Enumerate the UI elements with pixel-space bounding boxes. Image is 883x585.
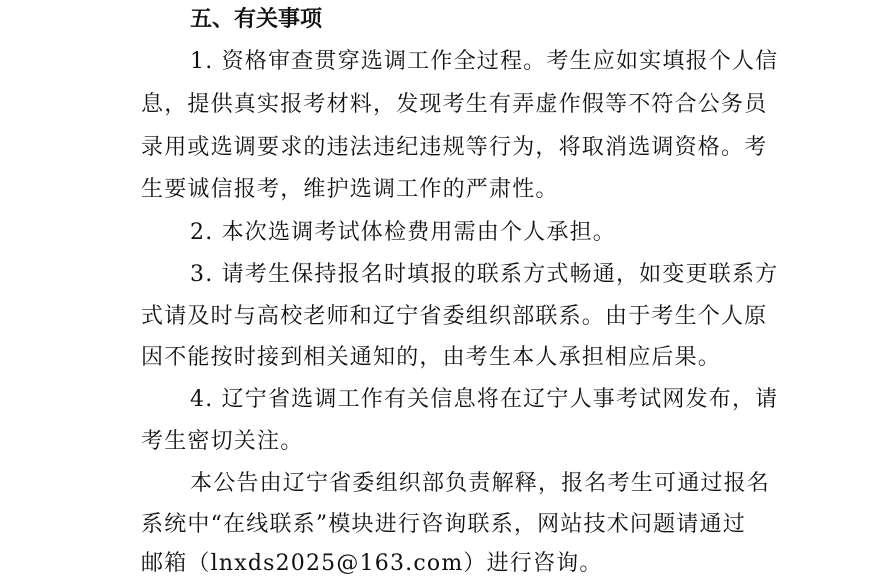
- closing-line-2: 系统中“在线联系”模块进行咨询联系，网站技术问题请通过: [141, 512, 746, 537]
- item-1-line-3: 录用或选调要求的违法违纪违规等行为，将取消选调资格。考: [141, 135, 768, 160]
- closing-line-3: 邮箱（lnxds2025@163.com）进行咨询。: [141, 551, 603, 576]
- item-1-line-2: 息，提供真实报考材料，发现考生有弄虚作假等不符合公务员: [141, 92, 768, 117]
- closing-line-1: 本公告由辽宁省委组织部负责解释，报名考生可通过报名: [190, 471, 771, 496]
- item-1-line-4: 生要诚信报考，维护选调工作的严肃性。: [141, 177, 559, 202]
- section-heading: 五、有关事项: [190, 7, 323, 32]
- item-3-line-1: 3. 请考生保持报名时填报的联系方式畅通，如变更联系方: [190, 262, 779, 287]
- item-3-line-3: 因不能按时接到相关通知的，由考生本人承担相应后果。: [141, 345, 722, 370]
- item-3-line-2: 式请及时与高校老师和辽宁省委组织部联系。由于考生个人原: [141, 304, 768, 329]
- item-4-line-2: 考生密切关注。: [141, 429, 304, 454]
- item-4-line-1: 4. 辽宁省选调工作有关信息将在辽宁人事考试网发布，请: [190, 387, 779, 412]
- item-1-line-1: 1. 资格审查贯穿选调工作全过程。考生应如实填报个人信: [190, 49, 779, 74]
- item-2-line-1: 2. 本次选调考试体检费用需由个人承担。: [190, 220, 616, 245]
